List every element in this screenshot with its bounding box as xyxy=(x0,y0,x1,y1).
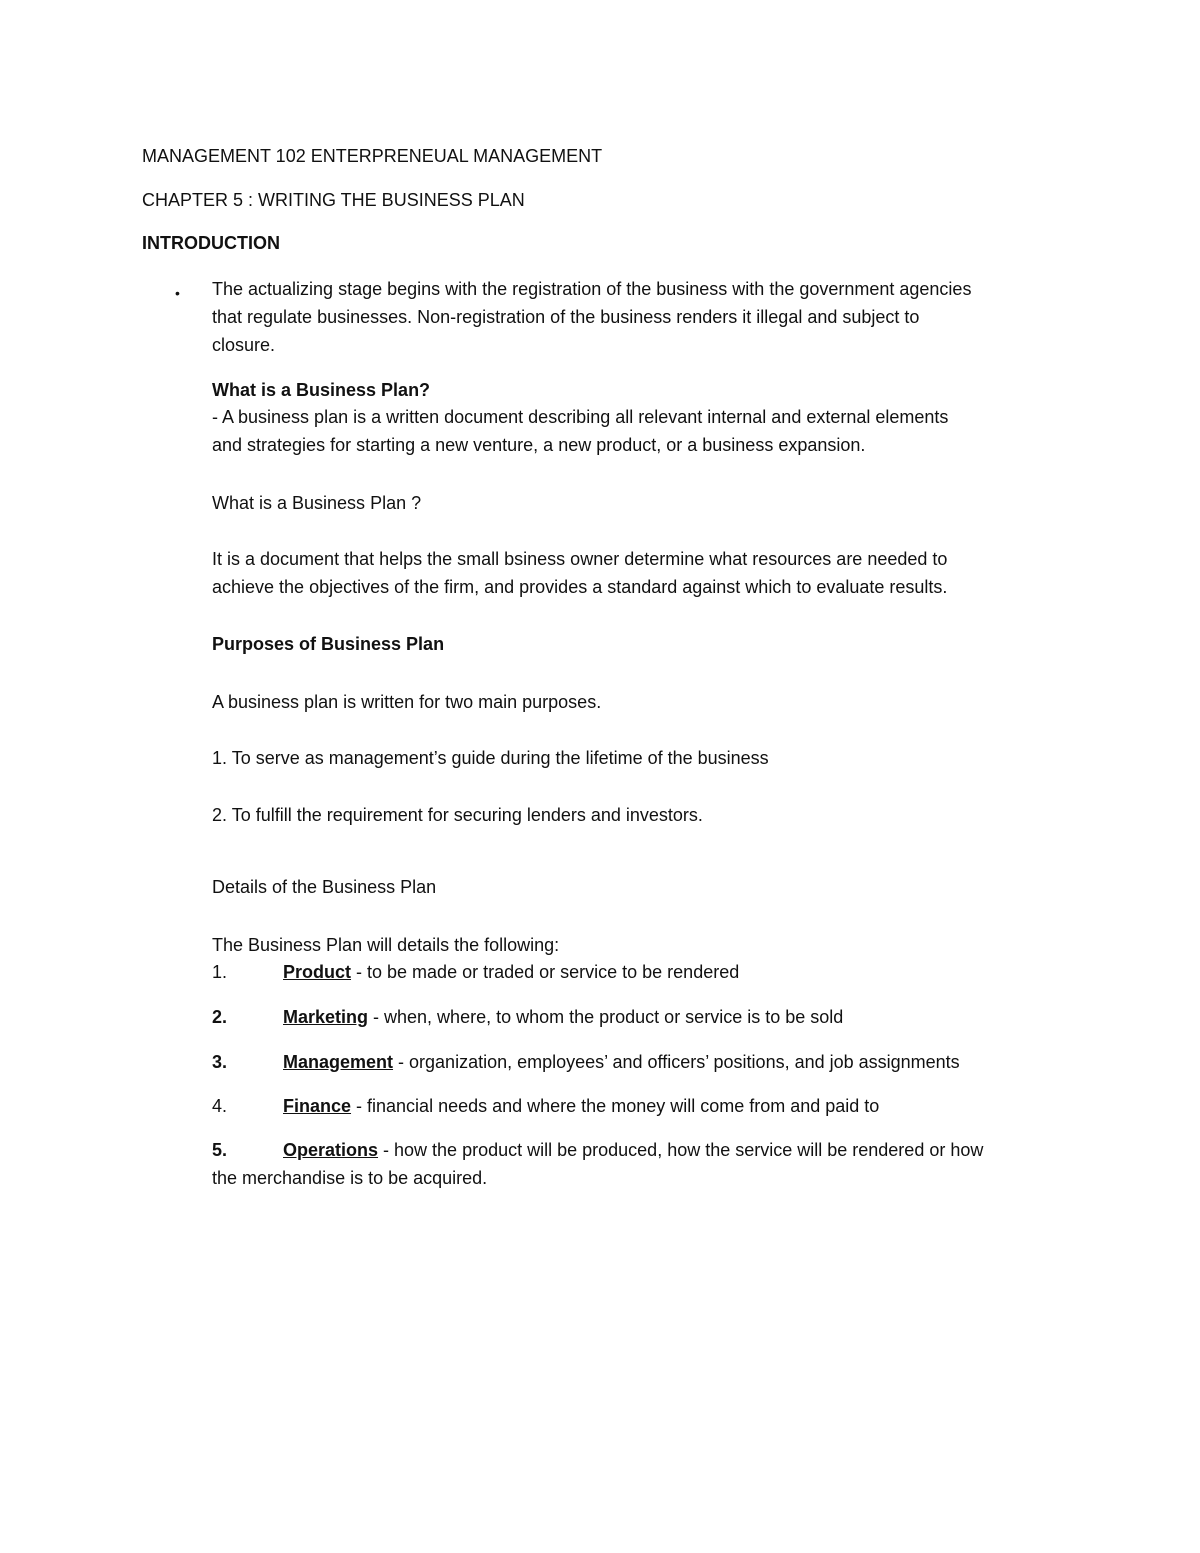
details-list-item xyxy=(283,1048,960,1076)
definition2-line-1: It is a document that helps the small bsiness owner determine what resources are needed to xyxy=(212,549,948,569)
details-item-number: 5. xyxy=(212,1140,228,1160)
purpose-item-1: 1. To serve as management’s guide during the lifetime of the business xyxy=(212,748,769,768)
details-list-item xyxy=(283,958,739,986)
details-item-number: 4. xyxy=(212,1096,228,1116)
purpose-item-2: 2. To fulfill the requirement for securing lenders and investors. xyxy=(212,805,703,825)
details-intro: The Business Plan will details the following: xyxy=(212,935,560,955)
details-list-item xyxy=(283,1136,983,1164)
details-list-item xyxy=(283,1092,879,1120)
definition-line-2: and strategies for starting a new venture, a new product, or a business expansion. xyxy=(212,435,866,455)
details-item-desc: - how the product will be produced, how the service will be rendered or how xyxy=(378,1140,984,1160)
details-item-term: Operations xyxy=(283,1140,379,1160)
section-heading: INTRODUCTION xyxy=(142,233,280,253)
details-heading: Details of the Business Plan xyxy=(212,877,437,897)
definition-heading: What is a Business Plan? xyxy=(212,380,431,400)
details-list-item xyxy=(283,1003,843,1031)
purposes-intro: A business plan is written for two main purposes. xyxy=(212,692,602,712)
details-item-desc: - financial needs and where the money will come from and paid to xyxy=(351,1096,880,1116)
chapter-title: CHAPTER 5 : WRITING THE BUSINESS PLAN xyxy=(142,190,525,210)
definition2-line-2: achieve the objectives of the firm, and provides a standard against which to evaluate results. xyxy=(212,577,948,597)
definition2-heading: What is a Business Plan ? xyxy=(212,493,422,513)
bullet-icon: • xyxy=(175,285,180,301)
details-item-number: 1. xyxy=(212,962,228,982)
details-item-desc: - when, where, to whom the product or service is to be sold xyxy=(368,1007,844,1027)
details-item-term: Management xyxy=(283,1052,394,1072)
details-item-number: 2. xyxy=(212,1007,228,1027)
definition-line-1: - A business plan is a written document describing all relevant internal and external elements xyxy=(212,407,949,427)
details-item-term: Marketing xyxy=(283,1007,369,1027)
details-item-term: Product xyxy=(283,962,352,982)
intro-bullet-line-1: The actualizing stage begins with the registration of the business with the government agencies xyxy=(212,279,972,299)
details-item-desc: - organization, employees’ and officers’ positions, and job assignments xyxy=(393,1052,960,1072)
details-item-desc: - to be made or traded or service to be rendered xyxy=(351,962,740,982)
details-item-term: Finance xyxy=(283,1096,352,1116)
intro-bullet-line-2: that regulate businesses. Non-registration of the business renders it illegal and subject to xyxy=(212,307,920,327)
details-item-number: 3. xyxy=(212,1052,228,1072)
details-item-continuation: the merchandise is to be acquired. xyxy=(212,1168,488,1188)
intro-bullet-line-3: closure. xyxy=(212,335,276,355)
purposes-heading: Purposes of Business Plan xyxy=(212,634,445,654)
course-title: MANAGEMENT 102 ENTERPRENEUAL MANAGEMENT xyxy=(142,146,603,166)
